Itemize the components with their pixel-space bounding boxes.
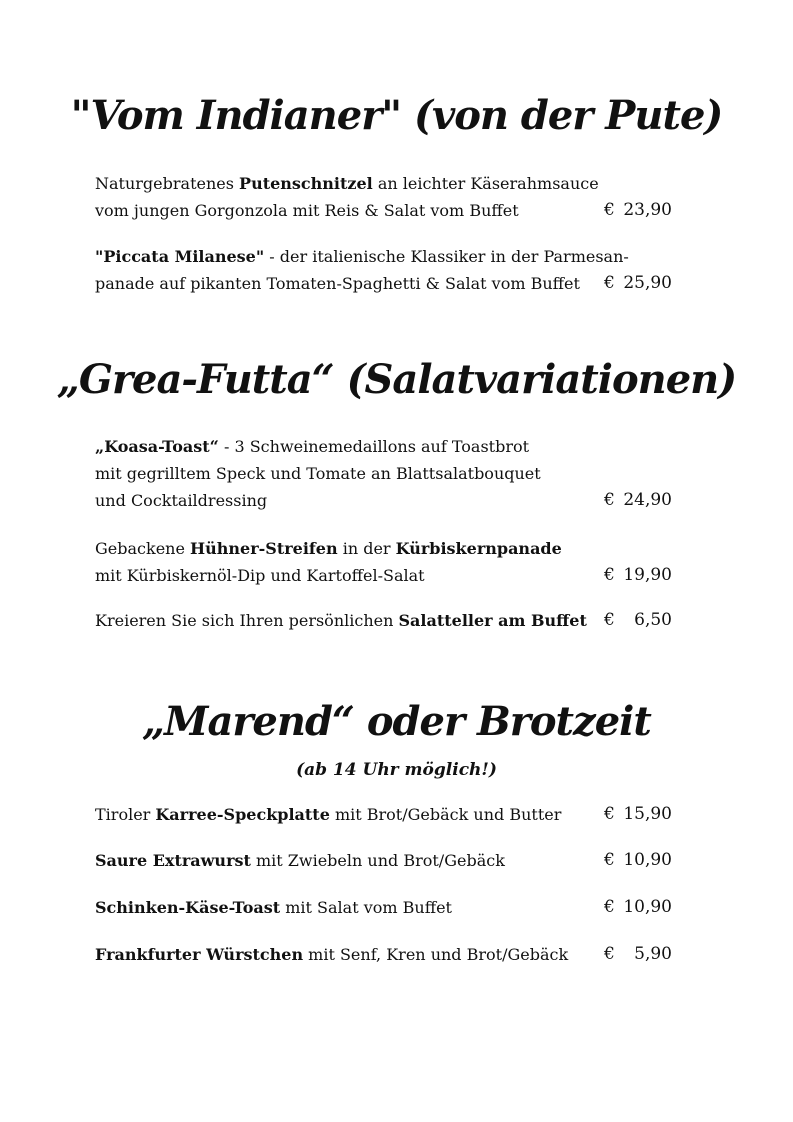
section-title: „Grea-Futta“ (Salatvariationen) [56, 356, 737, 403]
item-price [604, 270, 672, 297]
description-line [95, 433, 605, 460]
dish-name: "Piccata Milanese" [95, 247, 265, 266]
description-text: Kreieren Sie sich Ihren persönlichen [95, 611, 399, 630]
description-text: mit gegrilltem Speck und Tomate an Blattsalatbouquet [95, 464, 541, 483]
description-line [95, 801, 605, 828]
currency-symbol: € [604, 944, 615, 964]
item-price [604, 847, 672, 874]
section-title: „Marend“ oder Brotzeit [142, 698, 651, 745]
currency-symbol: € [604, 565, 615, 585]
description-text: mit Kürbiskernöl-Dip und Kartoffel-Salat [95, 566, 425, 585]
item-price [604, 894, 672, 921]
description-line [95, 197, 605, 224]
description-text: in der [337, 539, 396, 558]
dish-name: Hühner-Streifen [190, 539, 338, 558]
item-description [95, 607, 605, 634]
currency-symbol: € [604, 897, 615, 917]
section-subtitle: (ab 14 Uhr möglich!) [296, 760, 497, 780]
currency-symbol: € [604, 273, 615, 293]
price-amount: 24,90 [623, 490, 672, 510]
currency-symbol: € [604, 850, 615, 870]
description-text: Gebackene [95, 539, 191, 558]
item-description [95, 535, 605, 589]
currency-symbol: € [604, 804, 615, 824]
dish-name: „Koasa-Toast“ [95, 437, 219, 456]
description-line [95, 535, 605, 562]
price-amount: 10,90 [623, 850, 672, 870]
item-description [95, 847, 605, 874]
description-text: - 3 Schweinemedaillons auf Toastbrot [218, 437, 530, 456]
description-line [95, 894, 605, 921]
price-amount: 10,90 [623, 897, 672, 917]
description-text: vom jungen Gorgonzola mit Reis & Salat vom Buffet [95, 201, 519, 220]
description-line [95, 243, 629, 270]
description-text: Tiroler [95, 805, 156, 824]
price-amount: 5,90 [634, 944, 672, 964]
description-line [95, 270, 605, 297]
price-amount: 6,50 [634, 610, 672, 630]
description-line [95, 941, 605, 968]
item-description [95, 243, 629, 297]
item-price [604, 801, 672, 828]
description-text: panade auf pikanten Tomaten-Spaghetti & Salat vom Buffet [95, 274, 580, 293]
item-price [604, 607, 672, 634]
description-text: mit Salat vom Buffet [280, 898, 452, 917]
description-text: Naturgebratenes [95, 174, 240, 193]
dish-name: Frankfurter Würstchen [95, 945, 304, 964]
description-text: mit Brot/Gebäck und Butter [329, 805, 562, 824]
description-line [95, 487, 605, 514]
description-text: und Cocktaildressing [95, 491, 268, 510]
dish-name: Saure Extrawurst [95, 851, 251, 870]
item-description [95, 801, 605, 828]
item-price [604, 197, 672, 224]
currency-symbol: € [604, 200, 615, 220]
price-amount: 25,90 [623, 273, 672, 293]
price-amount: 15,90 [623, 804, 672, 824]
description-text: an leichter Käserahmsauce [372, 174, 599, 193]
dish-name: Putenschnitzel [239, 174, 373, 193]
item-description [95, 941, 605, 968]
item-price [604, 941, 672, 968]
section-title: "Vom Indianer" (von der Pute) [70, 92, 723, 139]
description-text: mit Senf, Kren und Brot/Gebäck [303, 945, 569, 964]
currency-symbol: € [604, 490, 615, 510]
description-text: - der italienische Klassiker in der Parmesan- [264, 247, 629, 266]
description-line [95, 460, 605, 487]
price-amount: 19,90 [623, 565, 672, 585]
item-price [604, 487, 672, 514]
item-description [95, 894, 605, 921]
price-amount: 23,90 [623, 200, 672, 220]
description-line [95, 170, 605, 197]
dish-name: Kürbiskernpanade [395, 539, 562, 558]
item-description [95, 433, 605, 514]
dish-name: Karree-Speckplatte [155, 805, 330, 824]
item-description [95, 170, 605, 224]
dish-name: Schinken-Käse-Toast [95, 898, 281, 917]
currency-symbol: € [604, 610, 615, 630]
description-line [95, 607, 605, 634]
description-line [95, 562, 605, 589]
description-text: mit Zwiebeln und Brot/Gebäck [250, 851, 505, 870]
dish-name: Salatteller am Buffet [398, 611, 587, 630]
item-price [604, 562, 672, 589]
description-line [95, 847, 605, 874]
